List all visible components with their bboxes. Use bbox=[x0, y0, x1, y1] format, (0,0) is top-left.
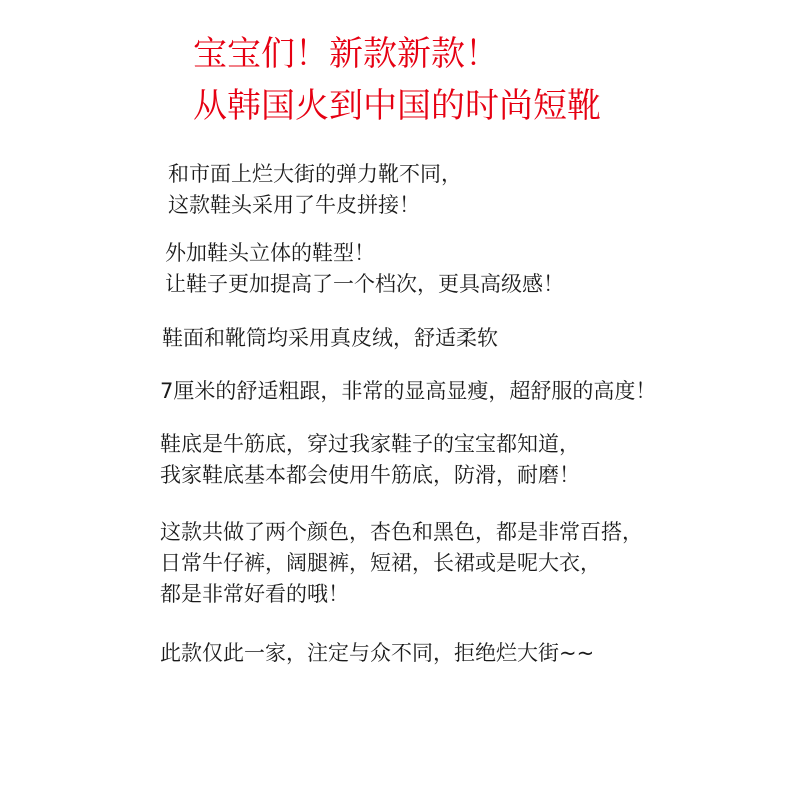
paragraph-line: 鞋面和靴筒均采用真皮绒，舒适柔软 bbox=[162, 326, 498, 350]
paragraph-line: 都是非常好看的哦！ bbox=[160, 582, 349, 606]
paragraph-elastic-boot-comparison bbox=[168, 159, 462, 221]
paragraph-line: 和市面上烂大街的弹力靴不同， bbox=[168, 162, 462, 186]
paragraph-heel bbox=[160, 376, 656, 407]
headline-line-2: 从韩国火到中国的时尚短靴 bbox=[193, 86, 601, 126]
paragraph-sole bbox=[160, 429, 580, 491]
paragraph-colors-styling bbox=[160, 517, 643, 610]
paragraph-line: 这款共做了两个颜色，杏色和黑色，都是非常百搭， bbox=[160, 520, 643, 544]
paragraph-line: 日常牛仔裤，阔腿裤，短裙，长裙或是呢大衣， bbox=[160, 551, 601, 575]
paragraph-line: 我家鞋底基本都会使用牛筋底，防滑，耐磨！ bbox=[160, 463, 580, 487]
paragraph-line: 7厘米的舒适粗跟，非常的显高显瘦，超舒服的高度！ bbox=[160, 379, 657, 403]
paragraph-line: 这款鞋头采用了牛皮拼接！ bbox=[168, 193, 420, 217]
paragraph-toe-shape bbox=[165, 238, 564, 300]
paragraph-line: 外加鞋头立体的鞋型！ bbox=[165, 241, 375, 265]
paragraph-line: 此款仅此一家，注定与众不同，拒绝烂大街~~ bbox=[160, 641, 595, 665]
paragraph-material bbox=[162, 323, 498, 354]
headline bbox=[193, 28, 601, 132]
paragraph-line: 鞋底是牛筋底，穿过我家鞋子的宝宝都知道， bbox=[160, 432, 580, 456]
paragraph-exclusive bbox=[160, 638, 594, 669]
headline-line-1: 宝宝们！新款新款！ bbox=[193, 34, 499, 74]
paragraph-line: 让鞋子更加提高了一个档次，更具高级感！ bbox=[165, 272, 564, 296]
